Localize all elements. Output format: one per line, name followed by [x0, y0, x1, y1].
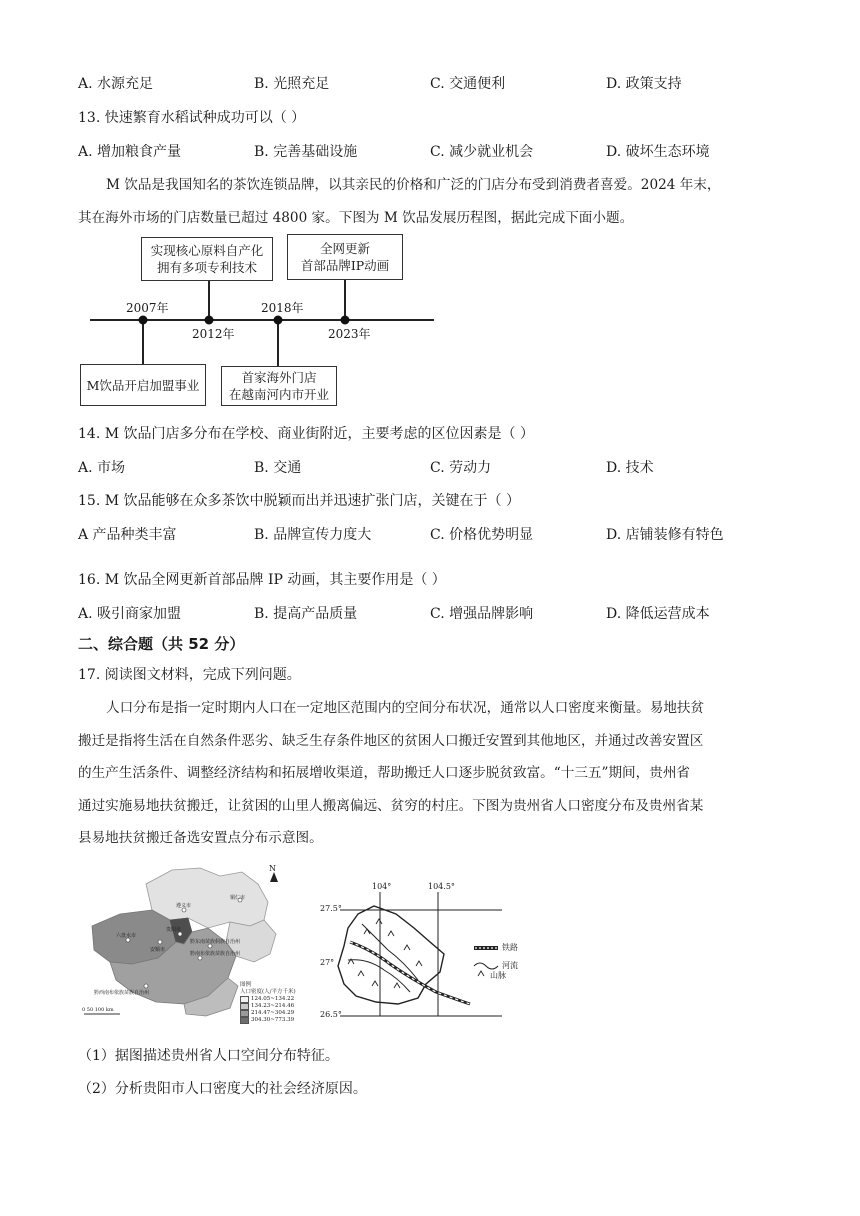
- legend-label: 304.30~773.39: [251, 1017, 295, 1023]
- timeline-box-2012: [141, 237, 273, 281]
- timeline-text: 在越南河内市开业: [228, 387, 329, 402]
- timeline-text: 全网更新: [319, 241, 370, 256]
- q13-option-c: C. 减少就业机会: [430, 144, 534, 160]
- guizhou-density-map: [80, 862, 296, 1023]
- timeline-text: 拥有多项专利技术: [156, 260, 257, 275]
- legend-mountain: 山脉: [490, 971, 506, 980]
- timeline-text: 实现核心原料自产化: [150, 243, 264, 258]
- timeline-text: M饮品开启加盟事业: [86, 377, 200, 393]
- city-label: 铜仁市: [230, 895, 246, 901]
- q14-option-d: D. 技术: [606, 460, 654, 476]
- legend-item: [240, 1010, 296, 1017]
- city-label: 黔东南苗族侗族自治州: [190, 939, 241, 945]
- q12-option-a: A. 水源充足: [78, 76, 154, 92]
- q14-option-c: C. 劳动力: [430, 460, 492, 476]
- m-intro-line: 其在海外市场的门店数量已超过 4800 家。下图为 M 饮品发展历程图，据此完成下面小题。: [78, 209, 634, 226]
- timeline-text: 首部品牌IP动画: [300, 258, 390, 273]
- timeline-box-2018: [221, 366, 337, 406]
- q13-option-b: B. 完善基础设施: [254, 144, 358, 160]
- city-label: 六盘水市: [116, 933, 137, 939]
- q15-option-d: D. 店铺装修有特色: [606, 527, 724, 543]
- q15-option-c: C. 价格优势明显: [430, 527, 534, 543]
- q12-option-d: D. 政策支持: [606, 76, 682, 92]
- city-label: 黔南布依族苗族自治州: [190, 951, 241, 957]
- year-label-2018: 2018年: [261, 301, 304, 315]
- timeline-text: 首家海外门店: [241, 370, 317, 385]
- q17-line: 的生产生活条件、调整经济结构和拓展增收渠道，帮助搬迁人口逐步脱贫致富。“十三五”期间，贵州省: [78, 765, 691, 781]
- q13-option-d: D. 破坏生态环境: [606, 144, 710, 160]
- q17-line: 通过实施易地扶贫搬迁，让贫困的山里人搬离偏远、贫穷的村庄。下图为贵州省人口密度分布及贵州省某: [78, 797, 704, 814]
- north-arrow-icon: [270, 872, 278, 882]
- q17-sub2: （2）分析贵阳市人口密度大的社会经济原因。: [78, 1081, 367, 1097]
- north-arrow-icon: N: [269, 864, 276, 873]
- timeline-box-2007: [80, 364, 206, 406]
- city-label: 黔西南布依族苗族自治州: [94, 990, 150, 996]
- year-label-2023: 2023年: [328, 327, 371, 341]
- q17-sub1: （1）据图描述贵州省人口空间分布特征。: [78, 1048, 339, 1064]
- m-timeline-figure: [88, 232, 438, 408]
- q17-line: 人口分布是指一定时期内人口在一定地区范围内的空间分布状况，通常以人口密度来衡量。易地扶贫: [106, 700, 705, 716]
- legend-item: [240, 996, 296, 1003]
- year-label-2012: 2012年: [192, 327, 235, 341]
- q17-line: 搬迁是指将生活在自然条件恶劣、缺乏生存条件地区的贫困人口搬迁安置到其他地区，并通过改善安置区: [78, 732, 704, 749]
- m-intro-line: M 饮品是我国知名的茶饮连锁品牌，以其亲民的价格和广泛的门店分布受到消费者喜爱。2024 年末，: [106, 177, 721, 193]
- q12-option-b: B. 光照充足: [254, 76, 330, 92]
- q15-option-a: A 产品种类丰富: [78, 527, 177, 543]
- q15-option-b: B. 品牌宣传力度大: [254, 527, 372, 543]
- legend-item: [240, 1017, 296, 1024]
- city-label: 贵阳市: [166, 927, 182, 933]
- q16-option-d: D. 降低运营成本: [606, 606, 710, 622]
- q16-stem: 16. M 饮品全网更新首部品牌 IP 动画，其主要作用是（ ）: [78, 572, 446, 588]
- legend-label: 214.47~304.29: [251, 1010, 295, 1016]
- legend-label: 134.23~214.46: [251, 1003, 295, 1009]
- q14-option-b: B. 交通: [254, 460, 302, 476]
- q17-line: 县易地扶贫搬迁备选安置点分布示意图。: [78, 830, 323, 846]
- q14-option-a: A. 市场: [78, 460, 126, 476]
- q13-stem: 13. 快速繁育水稻试种成功可以（ ）: [78, 110, 306, 126]
- legend-title: 图例: [240, 982, 252, 988]
- legend-river: 河流: [502, 961, 518, 970]
- lon-label: 104°: [372, 882, 392, 891]
- lat-label: 27°: [320, 958, 335, 967]
- scale-bar: 0 50 100 km: [82, 1007, 114, 1013]
- city-label: 安顺市: [150, 947, 166, 953]
- q12-option-c: C. 交通便利: [430, 76, 506, 92]
- city-label: 遵义市: [176, 903, 192, 909]
- q16-option-c: C. 增强品牌影响: [430, 606, 534, 622]
- q14-stem: 14. M 饮品门店多分布在学校、商业街附近，主要考虑的区位因素是（ ）: [78, 426, 534, 442]
- legend-railway: 铁路: [502, 943, 518, 952]
- county-relocation-map: [318, 880, 538, 1025]
- section-heading: 二、综合题（共 52 分）: [78, 635, 245, 653]
- year-label-2007: 2007年: [126, 301, 169, 315]
- legend-unit: 人口密度(人/平方千米): [240, 989, 296, 995]
- q17-paragraph: [78, 692, 778, 855]
- q16-option-b: B. 提高产品质量: [254, 606, 358, 622]
- timeline-box-2023: [287, 234, 403, 280]
- q17-stem: 17. 阅读图文材料，完成下列问题。: [78, 667, 301, 683]
- lat-label: 26.5°: [320, 1010, 342, 1019]
- lat-label: 27.5°: [320, 904, 342, 913]
- legend-item: [240, 1003, 296, 1010]
- lon-label: 104.5°: [428, 882, 455, 891]
- q15-stem: 15. M 饮品能够在众多茶饮中脱颖而出并迅速扩张门店，关键在于（ ）: [78, 493, 520, 509]
- q16-option-a: A. 吸引商家加盟: [78, 606, 182, 622]
- m-intro-paragraph: [78, 169, 778, 234]
- legend-label: 124.05~134.22: [251, 996, 295, 1002]
- density-legend: [240, 982, 296, 1024]
- q13-option-a: A. 增加粮食产量: [78, 144, 182, 160]
